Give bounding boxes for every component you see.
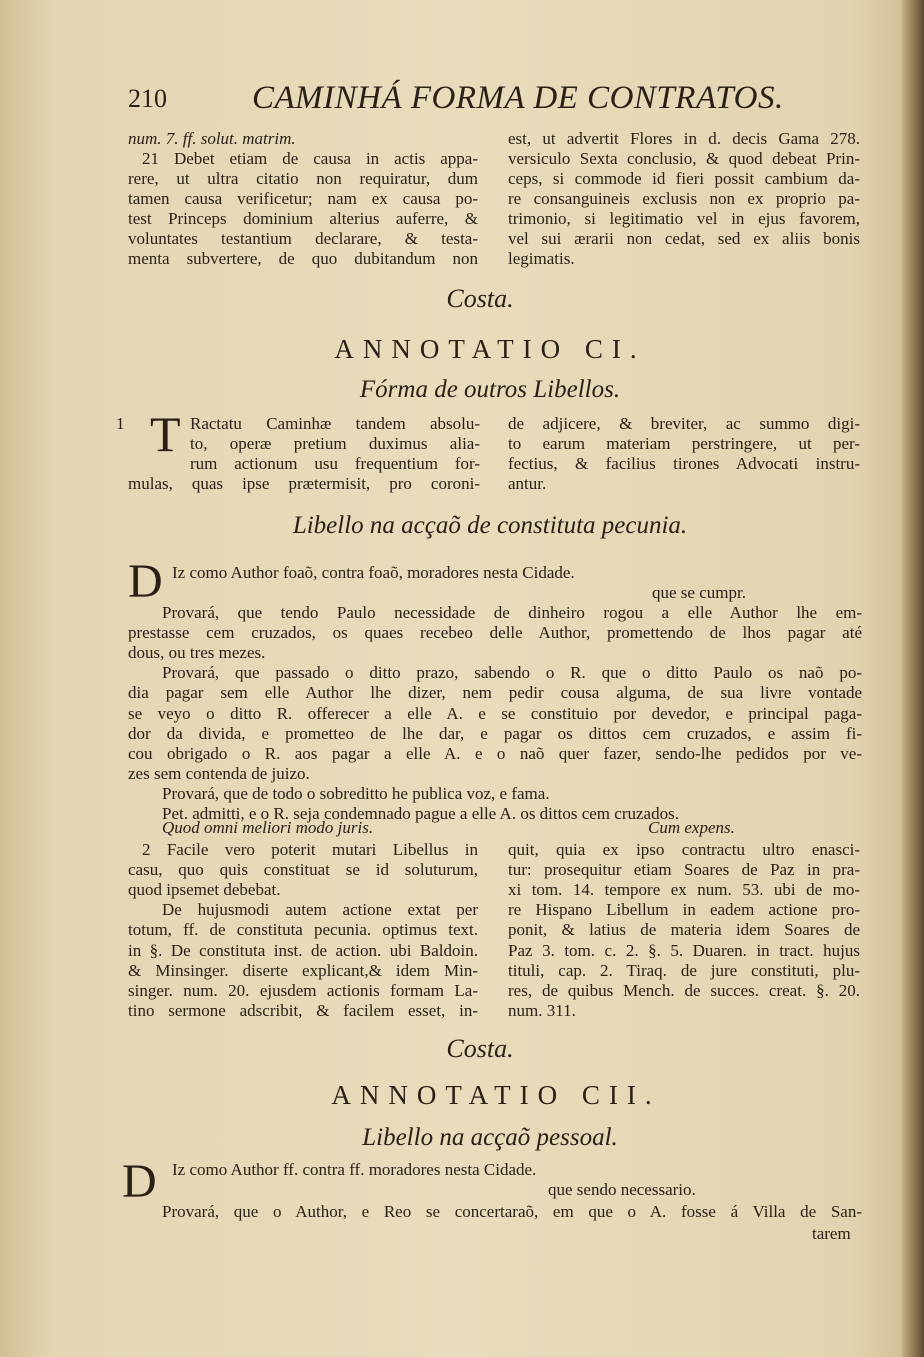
text-line: de adjicere, & breviter, ac summo digi- <box>508 414 860 433</box>
text-line: 2 Facile vero poterit mutari Libellus in <box>142 840 478 859</box>
catchword: tarem <box>812 1224 851 1243</box>
text-line: in §. De constituta inst. de action. ubi Baldoin. <box>128 940 478 960</box>
text-line: res, de quibus Mench. de succes. creat. §. 20. <box>508 980 860 1000</box>
text-line: test Princeps dominium alterius auferre, & <box>128 209 478 228</box>
text-line: tituli, cap. 2. Tiraq. de jure constituti, plu- <box>508 960 860 980</box>
text-line: mulas, quas ipse prætermisit, pro coroni- <box>128 474 480 493</box>
section1-paragraph-number: 1 <box>116 414 125 433</box>
text-line: ceps, si commode id fieri possit cambium da- <box>508 169 860 188</box>
text-line: totum, ff. de constituta pecunia. optimus text. <box>128 920 478 940</box>
text-line: legimatis. <box>508 249 575 268</box>
text-line: dous, ou tres mezes. <box>128 643 266 663</box>
section1-dropcap: T <box>150 406 181 462</box>
text-line: Provará, que tendo Paulo necessidade de dinheiro rogou a elle Author lhe em- <box>162 603 862 622</box>
text-line: fectius, & facilius tirones Advocati instru- <box>508 454 860 473</box>
text-line: dia pagar sem elle Author lhe dizer, nem pedir cousa alguma, de sua livre vontade <box>128 683 862 703</box>
text-line: tamen causa verificetur; nam ex causa po- <box>128 189 478 208</box>
libello1-closing-left: Quod omni meliori modo juris. <box>162 818 374 837</box>
text-line: to earum materiam perstringere, ut per- <box>508 434 860 453</box>
text-line: menta subvertere, de quo dubitandum non <box>128 249 478 268</box>
text-line: rere, ut ultra citatio non requiratur, dum <box>128 169 478 188</box>
text-line: re consanguineis exclusis non ex proprio pa- <box>508 189 860 208</box>
text-line: quit, quia ex ipso contractu ultro enasci- <box>508 840 860 859</box>
text-line: voluntates testantium declarare, & testa- <box>128 229 478 248</box>
text-line: Ractatu Caminhæ tandem absolu- <box>190 414 480 433</box>
running-title: CAMINHÁ FORMA DE CONTRATOS. <box>252 80 784 116</box>
text-line: vel sui ærarii non cedat, sed ex aliis bonis <box>508 229 860 248</box>
section1-heading: ANNOTATIO CI. <box>334 334 646 364</box>
section2-third-line: Provará, que o Author, e Reo se concertaraõ, em que o A. fosse á Villa de San- <box>162 1202 862 1221</box>
text-line: num. 311. <box>508 1000 576 1020</box>
text-line: 21 Debet etiam de causa in actis appa- <box>142 149 478 168</box>
text-line: versiculo Sexta conclusio, & quod debeat Prin- <box>508 149 860 168</box>
book-spine <box>902 0 924 1357</box>
libello1-title: Libello na acçaõ de constituta pecunia. <box>292 512 688 539</box>
section2-author: Costa. <box>446 1034 514 1063</box>
text-line: xi tom. 14. tempore ex num. 53. ubi de mo- <box>508 880 860 900</box>
text-line: Provará, que de todo o sobreditto he publica voz, e fama. <box>162 783 550 803</box>
text-line: tino sermone adscribit, & facilem esset, in- <box>128 1000 478 1020</box>
text-line: zes sem contenda de juizo. <box>128 763 310 783</box>
libello1-dropcap: D <box>128 555 163 608</box>
text-line: ponit, & latius de materia idem Soares de <box>508 920 860 940</box>
section1-author: Costa. <box>446 284 514 313</box>
text-line: num. 7. ff. solut. matrim. <box>128 129 296 148</box>
text-line: trimonio, si legitimatio vel in ejus favorem, <box>508 209 860 228</box>
section2-dropcap: D <box>122 1155 157 1208</box>
text-line: dor da divida, e prometteo de lhe dar, e pagar os dittos cem cruzados, e assim fi- <box>128 723 862 743</box>
section2-subheading: Libello na acçaõ pessoal. <box>362 1124 618 1151</box>
text-line: est, ut advertit Flores in d. decis Gama 278. <box>508 129 860 148</box>
page-number: 210 <box>128 84 167 113</box>
text-line: tur: prosequitur etiam Soares de Paz in pra- <box>508 860 860 880</box>
text-line: casu, quo quis constituat se id soluturum, <box>128 860 478 880</box>
text-line: cou obrigado o R. aos pagar a elle A. e o naõ quer fazer, sendo-lhe pedidos por ve- <box>128 743 862 763</box>
section2-heading: ANNOTATIO CII. <box>331 1080 661 1110</box>
text-line: Provará, que passado o ditto prazo, sabendo o R. que o ditto Paulo os naõ po- <box>162 663 862 683</box>
text-line: singer. num. 20. ejusdem actionis formam La- <box>128 980 478 1000</box>
text-line: re Hispano Libellum in eadem actione pro- <box>508 900 860 920</box>
libello1-second-line: que se cumpr. <box>652 583 746 602</box>
section2-first-line: Iz como Author ff. contra ff. moradores nesta Cidade. <box>172 1160 537 1179</box>
text-line: to, operæ pretium duximus alia- <box>190 434 480 453</box>
text-line: antur. <box>508 474 547 493</box>
text-line: De hujusmodi autem actione extat per <box>162 900 478 920</box>
text-line: & Minsinger. diserte explicant,& idem Min- <box>128 960 478 980</box>
text-line: quod ipsemet debebat. <box>128 880 281 900</box>
text-line: Paz 3. tom. c. 2. §. 5. Duaren. in tract. hujus <box>508 940 860 960</box>
text-line: rum actionum usu frequentium for- <box>190 454 480 473</box>
text-line: Pet. admitti, e o R. seja condemnado pague a elle A. os dittos cem cruzados. <box>162 804 679 823</box>
section2-second-line: que sendo necessario. <box>548 1180 696 1199</box>
libello1-first-line: Iz como Author foaõ, contra foaõ, moradores nesta Cidade. <box>172 563 575 582</box>
text-line: prestasse cem cruzados, os quaes recebeo delle Author, promettendo de lhos pagar até <box>128 623 862 643</box>
libello1-closing-right: Cum expens. <box>648 818 735 837</box>
text-line: se veyo o ditto R. offerecer a elle A. e se constituio por devedor, e principal paga- <box>128 703 862 723</box>
section1-subheading: Fórma de outros Libellos. <box>359 376 621 403</box>
